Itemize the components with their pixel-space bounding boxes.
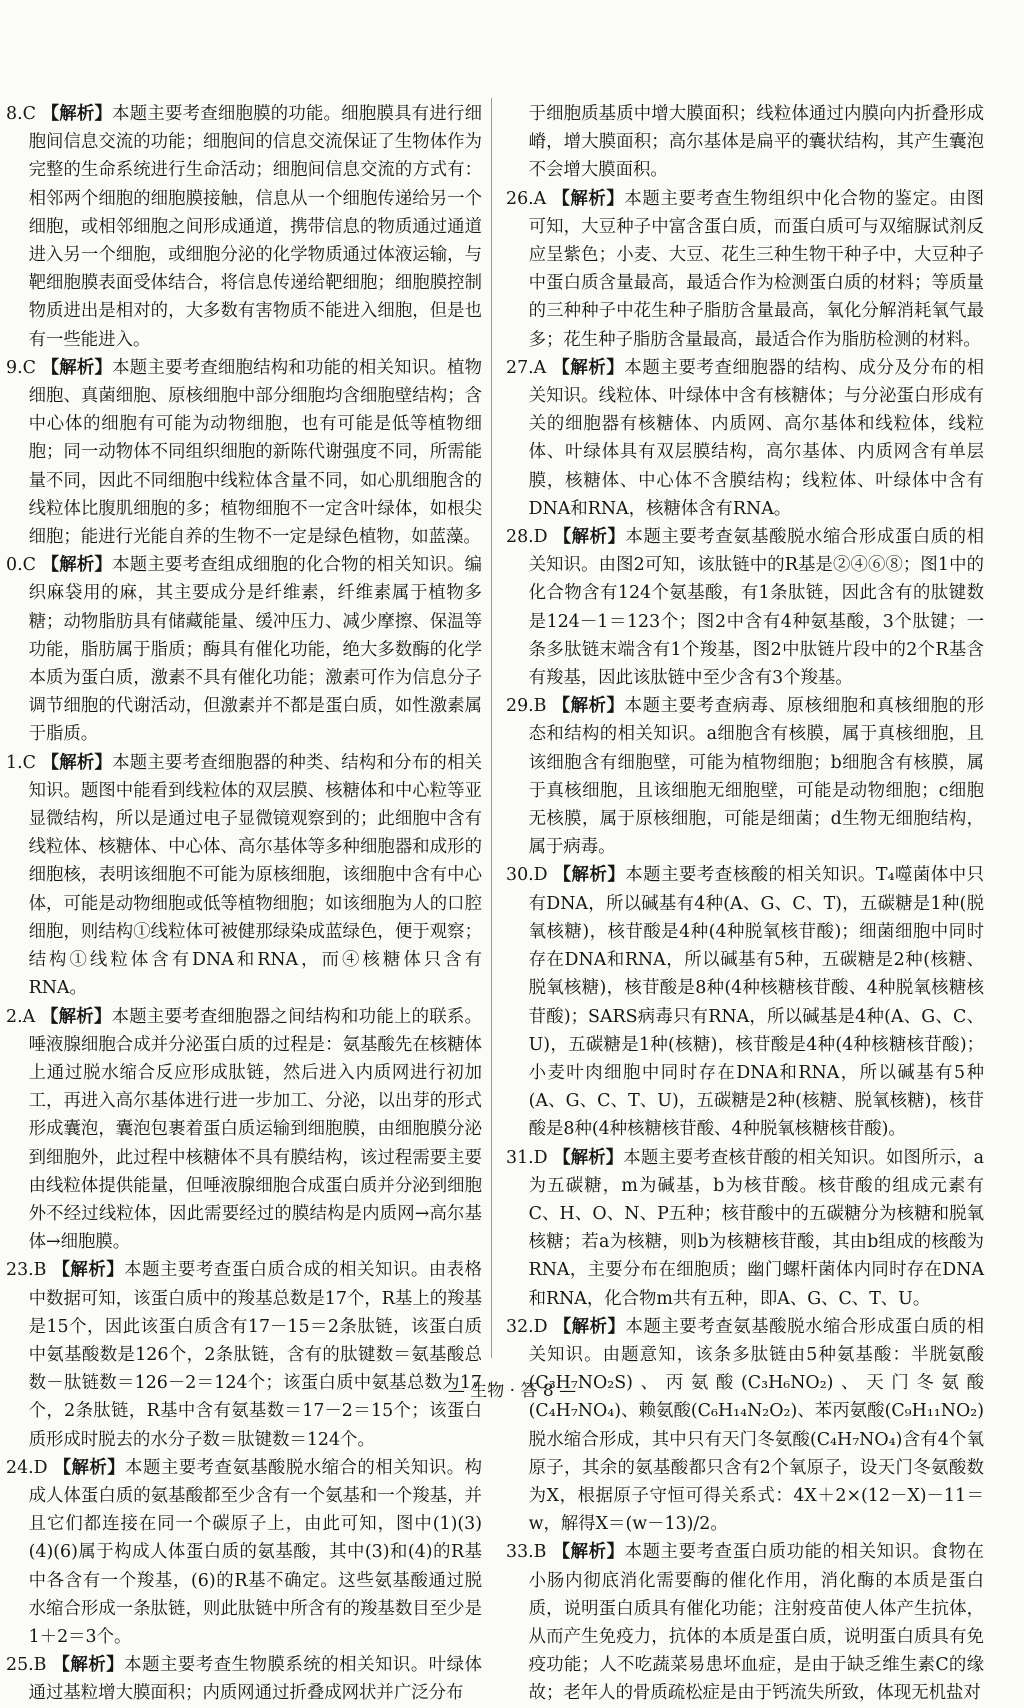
left-column [6, 100, 482, 1708]
answer-item [506, 100, 984, 185]
answer-text: 本题主要考查细胞器的种类、结构和分布的相关知识。题图中能看到线粒体的双层膜、核糖体和中心粒等亚显微结构，所以是通过电子显微镜观察到的；此细胞中含有线粒体、核糖体、中心体、高尔基体等多种细胞器和成形的细胞核，表明该细胞不可能为原核细胞，该细胞中含有中心体，可能是动物细胞或低等植物细胞；如该细胞为人的口腔细胞，则结构①线粒体可被健那绿染成蓝绿色，便于观察；结构①线粒体含有DNA和RNA，而④核糖体只含有RNA。 [28, 752, 482, 999]
answer-text: 本题主要考查氨基酸脱水缩合形成蛋白质的相关知识。由图2可知，该肽链中的R基是②④⑥⑧；图1中的化合物含有124个氨基酸，有1条肽链，因此含有的肽键数是124－1＝123个；图2中含有4种氨基酸，3个肽键；一条多肽链末端含有1个羧基，图2中肽链片段中的2个R基含有羧基，因此该肽链中至少含有3个羧基。 [528, 527, 984, 689]
answer-text: 本题主要考查蛋白质合成的相关知识。由表格中数据可知，该蛋白质中的羧基总数是17个，R基上的羧基是15个，因此该蛋白质含有17－15＝2条肽链，该蛋白质中氨基酸数是126个，2条肽链，含有的肽键数＝氨基酸总数－肽链数＝126－2＝124个；该蛋白质中氨基总数为17个，2条肽链，R基中含有氨基数＝17－2＝15个；该蛋白质形成时脱去的水分子数＝肽键数＝124个。 [28, 1260, 482, 1450]
answer-text: 本题主要考查蛋白质功能的相关知识。食物在小肠内彻底消化需要酶的催化作用，消化酶的本质是蛋白质，说明蛋白质具有催化功能；注射疫苗使人体产生抗体，从而产生免疫力，抗体的本质是蛋白质，说明蛋白质具有免疫功能；人不吃蔬菜易患坏血症，是由于缺乏维生素C的缘故；老年人的骨质疏松症是由于钙流失所致，体现无机盐对 [528, 1542, 984, 1704]
answer-item [506, 1144, 984, 1313]
analysis-tag: 【解析】 [41, 752, 113, 773]
answer-number: 30.D [506, 865, 548, 886]
answer-number: 26.A [506, 188, 547, 209]
analysis-tag: 【解析】 [52, 1260, 125, 1281]
right-column [506, 100, 984, 1708]
analysis-tag: 【解析】 [553, 1147, 624, 1168]
answer-text: 本题主要考查细胞器的结构、成分及分布的相关知识。线粒体、叶绿体中含有核糖体；与分泌蛋白形成有关的细胞器有核糖体、内质网、高尔基体和线粒体，线粒体、叶绿体具有双层膜结构，高尔基体、内质网含有单层膜，核糖体、中心体不含膜结构；线粒体、叶绿体中含有DNA和RNA，核糖体含有RNA。 [528, 357, 984, 519]
analysis-tag: 【解析】 [52, 1655, 125, 1676]
answer-text: 本题主要考查细胞膜的功能。细胞膜具有进行细胞间信息交流的功能；细胞间的信息交流保证了生物体作为完整的生命系统进行生命活动；细胞间信息交流的方式有：相邻两个细胞的细胞膜接触，信息从一个细胞传递给另一个细胞，或相邻细胞之间形成通道，携带信息的物质通过通道进入另一个细胞，或细胞分泌的化学物质通过体液运输，与靶细胞膜表面受体结合，将信息传递给靶细胞；细胞膜控制物质进出是相对的，大多数有害物质不能进入细胞，但是也有一些能进入。 [28, 104, 482, 350]
answer-text: 本题主要考查组成细胞的化合物的相关知识。编织麻袋用的麻，其主要成分是纤维素，纤维素属于植物多糖；动物脂肪具有储藏能量、缓冲压力、减少摩擦、保温等功能，脂肪属于脂质；酶具有催化功能，绝大多数酶的化学本质为蛋白质，激素不具有催化功能；激素可作为信息分子调节细胞的代谢活动，但激素并不都是蛋白质，如性激素属于脂质。 [28, 555, 482, 745]
analysis-tag: 【解析】 [53, 1457, 126, 1478]
answer-number: 27.A [506, 357, 547, 378]
answer-text: 于细胞质基质中增大膜面积；线粒体通过内膜向内折叠形成嵴，增大膜面积；高尔基体是扁平的囊状结构，其产生囊泡不会增大膜面积。 [528, 104, 984, 181]
answer-item [6, 551, 482, 748]
answer-text: 本题主要考查核苷酸的相关知识。如图所示，a为五碳糖，m为碱基，b为核苷酸。核苷酸的组成元素有C、H、O、N、P五种；核苷酸中的五碳糖分为核糖和脱氧核糖；若a为核糖，则b为核糖核苷酸，其由b组成的核酸为RNA，主要分布在细胞质；幽门螺杆菌体内同时存在DNA和RNA，化合物m共有五种，即A、G、C、T、U。 [528, 1147, 984, 1309]
answer-item [506, 692, 984, 861]
answer-item [506, 185, 984, 354]
answer-text: 本题主要考查生物膜系统的相关知识。叶绿体通过基粒增大膜面积；内质网通过折叠成网状并广泛分布 [28, 1655, 482, 1704]
answer-number: 9.C [6, 357, 36, 378]
answer-number: 8.C [6, 104, 36, 124]
analysis-tag: 【解析】 [41, 357, 113, 378]
answer-item [6, 1256, 482, 1453]
answer-text: 本题主要考查核酸的相关知识。T₄噬菌体中只有DNA，所以碱基有4种(A、G、C、T)，五碳糖是1种(脱氧核糖)，核苷酸是4种(4种脱氧核苷酸)；细菌细胞中同时存在DNA和RNA，所以碱基有5种，五碳糖是2种(核糖、脱氧核糖)，核苷酸是8种(4种核糖核苷酸、4种脱氧核糖核苷酸)；SARS病毒只有RNA，所以碱基是4种(A、G、C、U)，五碳糖是1种(核糖)，核苷酸是4种(4种核糖核苷酸)；小麦叶肉细胞中同时存在DNA和RNA，所以碱基有5种(A、G、C、T、U)，五碳糖是2种(核糖、脱氧核糖)，核苷酸是8种(4种核糖核苷酸、4种脱氧核糖核苷酸)。 [528, 865, 984, 1140]
answer-number: 0.C [6, 555, 36, 576]
analysis-tag: 【解析】 [552, 188, 625, 209]
answer-item [506, 861, 984, 1143]
answer-text: 本题主要考查细胞器之间结构和功能上的联系。唾液腺细胞合成并分泌蛋白质的过程是：氨基酸先在核糖体上通过脱水缩合反应形成肽链，然后进入内质网进行初加工，再进入高尔基体进行进一步加工、分泌，以出芽的形式形成囊泡，囊泡包裹着蛋白质运输到细胞膜，由细胞膜分泌到细胞外，此过程中核糖体不具有膜结构，该过程需要主要由线粒体提供能量，但唾液腺细胞合成蛋白质并分泌到细胞外不经过线粒体，因此需要经过的膜结构是内质网→高尔基体→细胞膜。 [28, 1006, 482, 1253]
answer-item [506, 1313, 984, 1539]
analysis-tag: 【解析】 [41, 555, 113, 576]
column-divider [491, 98, 492, 1358]
answer-text: 本题主要考查病毒、原核细胞和真核细胞的形态和结构的相关知识。a细胞含有核膜，属于真核细胞，且该细胞含有细胞壁，可能为植物细胞；b细胞含有核膜，属于真核细胞，且该细胞无细胞壁，可能是动物细胞；c细胞无核膜，属于原核细胞，可能是细菌；d生物无细胞结构，属于病毒。 [528, 696, 984, 858]
answer-number: 1.C [6, 752, 36, 773]
answer-item [6, 1454, 482, 1651]
answer-number: 2.A [6, 1006, 36, 1027]
answer-text: 本题主要考查氨基酸脱水缩合形成蛋白质的相关知识。由题意知，该条多肽链由5种氨基酸：半胱氨酸(C₃H₇NO₂S)、丙氨酸(C₃H₆NO₂)、天门冬氨酸(C₄H₇NO₄)、赖氨酸(C₆H₁₄N₂O₂)、苯丙氨酸(C₉H₁₁NO₂)脱水缩合形成，其中只有天门冬氨酸(C₄H₇NO₄)含有4个氧原子，其余的氨基酸都只含有2个氧原子，设天门冬氨酸数为X，根据原子守恒可得关系式：4X＋2×(12－X)－11＝w，解得X＝(w－13)/2。 [528, 1316, 984, 1535]
analysis-tag: 【解析】 [552, 1542, 625, 1563]
answer-text: 本题主要考查氨基酸脱水缩合的相关知识。构成人体蛋白质的氨基酸都至少含有一个氨基和一个羧基，并且它们都连接在同一个碳原子上，由此可知，图中(1)(3)(4)(6)属于构成人体蛋白质的氨基酸，其中(3)和(4)的R基中各含有一个羧基，(6)的R基不确定。这些氨基酸通过脱水缩合形成一条肽链，则此肽链中所含有的羧基数目至少是1＋2＝3个。 [28, 1457, 482, 1647]
answer-item [6, 100, 482, 354]
answer-item [6, 1003, 482, 1257]
analysis-tag: 【解析】 [552, 696, 625, 717]
answer-text: 本题主要考查生物组织中化合物的鉴定。由图可知，大豆种子中富含蛋白质，而蛋白质可与双缩脲试剂反应呈紫色；小麦、大豆、花生三种生物干种子中，大豆种子中蛋白质含量最高，最适合作为检测蛋白质的材料；等质量的三种种子中花生种子脂肪含量最高，氧化分解消耗氧气最多；花生种子脂肪含量最高，最适合作为脂肪检测的材料。 [528, 188, 984, 350]
analysis-tag: 【解析】 [40, 1006, 112, 1027]
answer-number: 32.D [506, 1316, 548, 1337]
answer-number: 29.B [506, 696, 547, 717]
answer-number: 23.B [6, 1260, 47, 1281]
answer-item [6, 1651, 482, 1707]
page-footer: — 生物 · 答 8 — [447, 1381, 577, 1401]
answer-item [506, 354, 984, 523]
answer-number: 28.D [506, 527, 548, 548]
answer-item [6, 354, 482, 551]
answer-item [6, 749, 482, 1003]
analysis-tag: 【解析】 [553, 527, 626, 548]
analysis-tag: 【解析】 [553, 865, 626, 886]
answer-number: 25.B [6, 1655, 47, 1676]
analysis-tag: 【解析】 [552, 357, 625, 378]
answer-item [506, 523, 984, 692]
answer-number: 31.D [506, 1147, 548, 1168]
answer-number: 33.B [506, 1542, 547, 1563]
answer-item [506, 1538, 984, 1707]
answer-number: 24.D [6, 1457, 48, 1478]
answer-text: 本题主要考查细胞结构和功能的相关知识。植物细胞、真菌细胞、原核细胞中部分细胞均含细胞壁结构；含中心体的细胞有可能为动物细胞，也有可能是低等植物细胞；同一动物体不同组织细胞的新陈代谢强度不同，所需能量不同，因此不同细胞中线粒体含量不同，如心肌细胞含的线粒体比腹肌细胞的多；植物细胞不一定含叶绿体，如根尖细胞；能进行光能自养的生物不一定是绿色植物，如蓝藻。 [28, 357, 482, 548]
analysis-tag: 【解析】 [553, 1316, 626, 1337]
analysis-tag: 【解析】 [41, 104, 113, 124]
